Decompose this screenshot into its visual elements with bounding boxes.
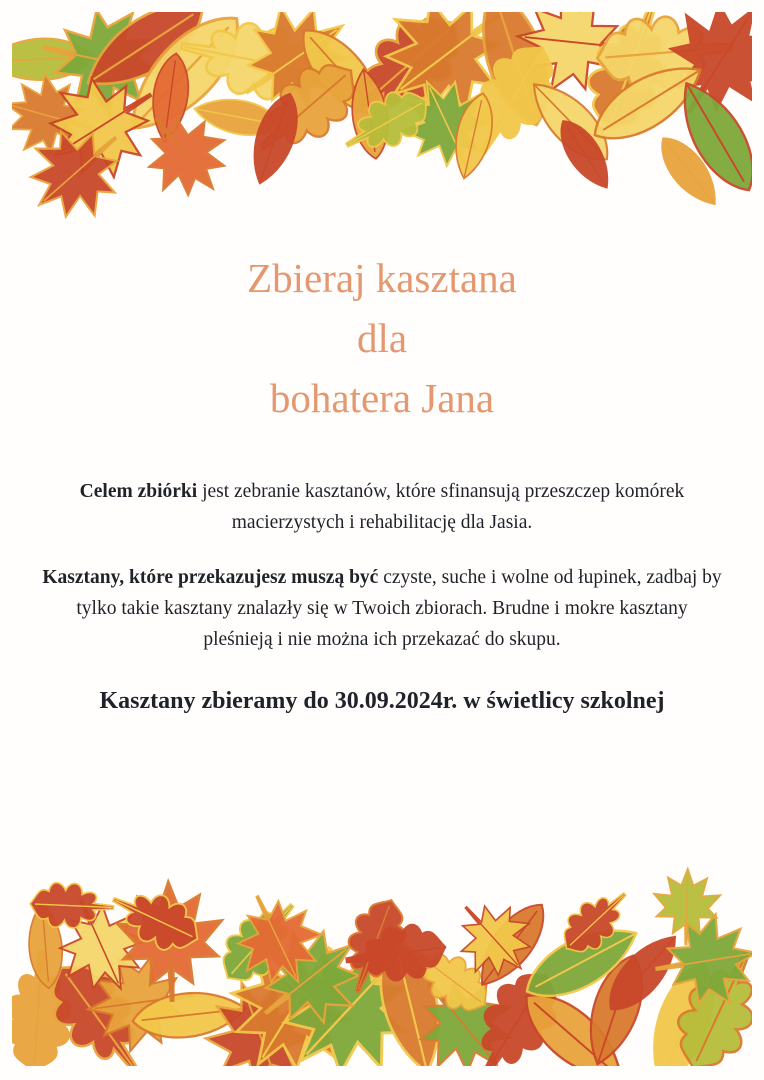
autumn-leaves-top-border bbox=[12, 12, 752, 237]
autumn-leaves-illustration bbox=[12, 838, 752, 1066]
title-line-2: dla bbox=[356, 315, 408, 361]
requirements-lead: Kasztany, które przekazujesz muszą być bbox=[42, 567, 379, 588]
title-line-3: bohatera Jana bbox=[269, 375, 495, 421]
purpose-lead: Celem zbiórki bbox=[79, 481, 198, 502]
autumn-leaves-bottom-border bbox=[12, 838, 752, 1066]
purpose-text: jest zebranie kasztanów, które sfinansują przeszczep komórek macierzystych i rehabilitację dla Jasia. bbox=[197, 481, 685, 533]
requirements-text: czyste, suche i wolne od łupinek, zadbaj by tylko takie kasztany znalazły się w Twoich zbiorach. Brudne i mokre kasztany pleśnieją i nie można ich przekazać do skupu. bbox=[76, 567, 722, 650]
collection-deadline: Kasztany zbieramy do 30.09.2024r. w świetlicy szkolnej bbox=[99, 688, 665, 714]
title-line-1: Zbieraj kasztana bbox=[247, 255, 517, 301]
autumn-leaves-illustration bbox=[12, 12, 752, 237]
requirements-paragraph bbox=[40, 562, 724, 655]
purpose-paragraph bbox=[40, 476, 724, 538]
poster-title bbox=[0, 248, 764, 428]
